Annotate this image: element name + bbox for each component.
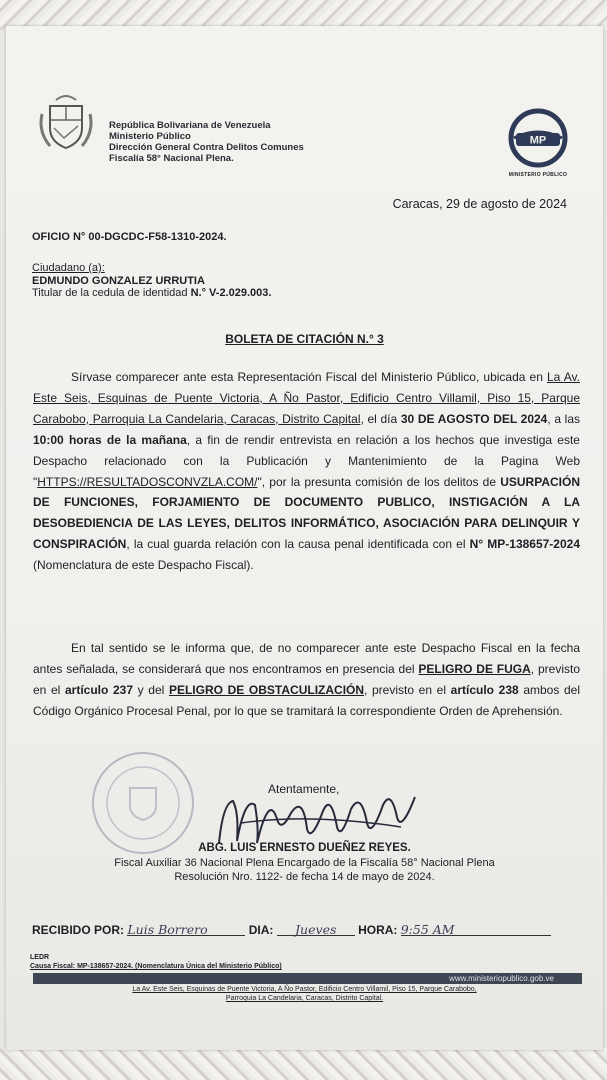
signer-block [6,841,603,885]
footer-address [6,985,603,1003]
signer-name: ABG. LUIS ERNESTO DUEÑEZ REYES. [198,842,411,854]
text-span: ", por la presunta comisión de los delitos de [257,474,501,489]
recipient-id-prefix: Titular de la cedula de identidad [32,287,191,299]
recipient-id-line [32,287,271,300]
recipient-name: EDMUNDO GONZALEZ URRUTIA [32,274,205,287]
office-address: La Av. Este Seis, Esquinas de Puente Victoria, A Ño Pastor, Edificio Centro Villamil, Piso 15, Parque Carabobo, Parroquia La Candelaria, Caracas, Distrito Capital [33,370,580,426]
mp-logo-caption: MINISTERIO PÚBLICO [508,172,568,178]
document-title: BOLETA DE CITACIÓN N.° 3 [225,332,384,346]
initials: LEDR [30,954,50,961]
recipient-block [32,262,271,300]
text-span: (Nomenclatura de este Despacho Fiscal). [33,558,254,573]
text-span: , a fin de rendir entrevista en relación a los hechos que investiga este Despacho relacionado con la Publicación y Mantenimiento de la Pagina Web " [33,432,580,489]
recipient-salutation: Ciudadano (a): [32,262,105,274]
recipient-id-number: N.° V-2.029.003. [190,287,272,299]
text-span: ambos del Código Orgánico Procesal Penal, por lo que se tramitará la correspondiente Orden de Aprehensión. [33,682,580,718]
mp-logo-text: MP [529,134,547,147]
mp-logo [498,108,578,182]
oficio-number: OFICIO N° 00-DGCDC-F58-1310-2024. [32,231,227,243]
closing-salutation: Atentamente, [268,782,340,796]
text-span: Sírvase comparecer ante esta Representación Fiscal del Ministerio Público, ubicada en [71,370,547,384]
header-line: Ministerio Público [109,131,191,142]
received-day-field [277,922,355,936]
received-day-label: DIA: [248,923,274,937]
received-by-label: RECIBIDO POR: [32,923,125,937]
text-span: , a las [547,411,581,426]
appearance-date: 30 DE AGOSTO DEL 2024 [400,411,548,426]
signer-role: Fiscal Auxiliar 36 Nacional Plena Encargado de la Fiscalía 58° Nacional Plena [114,856,495,869]
flight-risk-term: PELIGRO DE FUGA [418,661,531,676]
footer-website: www.ministeriopublico.gob.ve [449,974,554,983]
text-span: , previsto en el [364,682,451,697]
document-page [6,26,603,1050]
article-ref: artículo 237 [64,682,133,697]
footer-address-line: La Av. Este Seis, Esquinas de Puente Victoria, A Ño Pastor, Edificio Centro Villamil, Piso 15, Parque Carabobo, [132,986,477,993]
mp-logo-icon [498,108,578,170]
coat-of-arms-icon [36,92,96,154]
text-span: , el día [360,411,401,426]
obstruction-risk-term: PELIGRO DE OBSTACULIZACIÓN [168,682,365,697]
institution-header [109,120,304,164]
website-url: HTTPS://RESULTADOSCONVZLA.COM/ [37,474,258,489]
warning-paragraph [33,638,580,722]
received-day-value: Jueves [295,922,337,937]
header-line: Dirección General Contra Delitos Comunes [109,142,304,153]
text-span: , previsto en el [33,661,580,697]
text-span: , la cual guarda relación con la causa penal identificada con el [126,537,470,552]
towel-background-bottom [0,1048,607,1080]
received-time-field [401,922,551,936]
signer-resolution: Resolución Nro. 1122- de fecha 14 de mayo de 2024. [174,871,435,883]
footer-references [30,953,282,971]
received-time-label: HORA: [358,923,398,937]
appearance-time: 10:00 horas de la mañana [33,432,187,447]
received-by-field [127,922,245,936]
header-line: Fiscalía 58° Nacional Plena. [109,153,234,164]
receipt-line [32,922,551,937]
case-number: N° MP-138657-2024 [469,537,580,552]
text-span: En tal sentido se le informa que, de no comparecer ante este Despacho Fiscal en la fecha antes señalada, se considerará que nos encontramos en presencia del [33,641,580,676]
received-time-value: 9:55 AM [400,922,455,937]
crimes-list: USURPACIÓN DE FUNCIONES, FORJAMIENTO DE DOCUMENTO PUBLICO, INSTIGACIÓN A LA DESOBEDIENCIA DE LAS LEYES, DELITOS INFORMÁTICO, ASOCIACIÓN PARA DELINQUIR Y CONSPIRACIÓN [33,474,580,552]
received-by-value: Luis Borrero [127,922,208,937]
article-ref: artículo 238 [450,682,519,697]
text-span: y del [133,682,169,697]
footer-address-line: Parroquia La Candelaria, Caracas, Distrito Capital. [225,995,384,1002]
document-date: Caracas, 29 de agosto de 2024 [392,197,567,211]
header-line: República Bolivariana de Venezuela [109,120,271,131]
footer-bar [33,973,582,984]
fiscal-cause: Causa Fiscal: MP-138657-2024. (Nomenclatura Única del Ministerio Público) [30,963,282,970]
citation-paragraph [33,367,580,576]
